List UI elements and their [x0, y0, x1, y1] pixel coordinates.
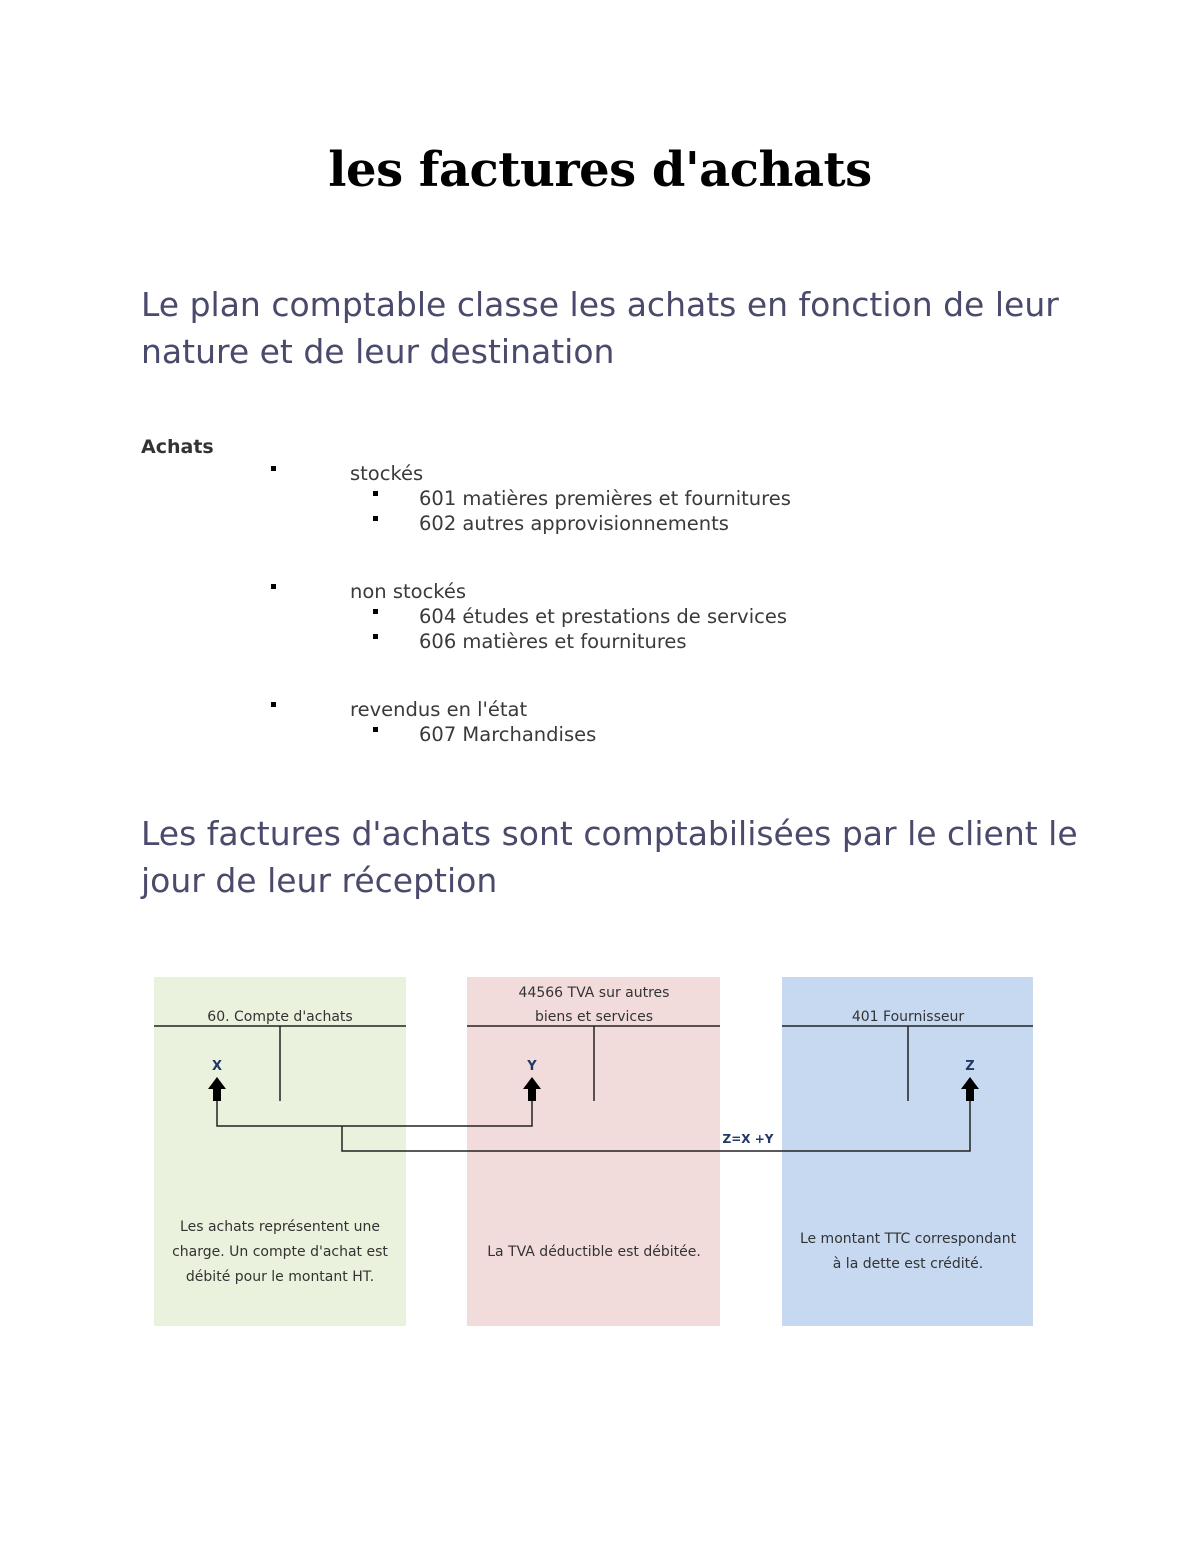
- account-item-606: 606 matières et fournitures: [419, 630, 687, 653]
- marker-x: X: [211, 1059, 223, 1074]
- category-non-stockes: non stockés: [350, 580, 467, 603]
- account-title-tva-line1: 44566 TVA sur autres: [518, 985, 670, 1001]
- category-revendus: revendus en l'état: [350, 698, 528, 721]
- account-item-607: 607 Marchandises: [419, 723, 597, 746]
- description-achats-line2: charge. Un compte d'achat est: [172, 1244, 388, 1260]
- description-fournisseur-line2: à la dette est crédité.: [832, 1256, 984, 1272]
- category-stockes: stockés: [350, 462, 424, 485]
- description-tva: La TVA déductible est débitée.: [487, 1244, 701, 1260]
- marker-z: Z: [965, 1059, 975, 1074]
- description-achats-line3: débité pour le montant HT.: [185, 1269, 375, 1285]
- document-title: les factures d'achats: [328, 142, 872, 198]
- account-item-604: 604 études et prestations de services: [419, 605, 788, 628]
- section-heading-factures: Les factures d'achats sont comptabilisées par le client le jour de leur réception: [141, 814, 1078, 900]
- description-achats-line1: Les achats représentent une: [180, 1219, 380, 1235]
- description-fournisseur-line1: Le montant TTC correspondant: [799, 1231, 1017, 1247]
- formula-label: Z=X +Y: [722, 1132, 774, 1146]
- account-title-tva-line2: biens et services: [534, 1009, 654, 1025]
- marker-y: Y: [527, 1059, 537, 1074]
- account-title-fournisseur: 401 Fournisseur: [851, 1009, 965, 1025]
- account-item-601: 601 matières premières et fournitures: [419, 487, 791, 510]
- account-title-achats: 60. Compte d'achats: [207, 1009, 353, 1025]
- section-heading-plan-comptable: Le plan comptable classe les achats en fonction de leur nature et de leur destination: [141, 285, 1059, 371]
- achats-label: Achats: [141, 436, 214, 458]
- account-item-602: 602 autres approvisionnements: [419, 512, 729, 535]
